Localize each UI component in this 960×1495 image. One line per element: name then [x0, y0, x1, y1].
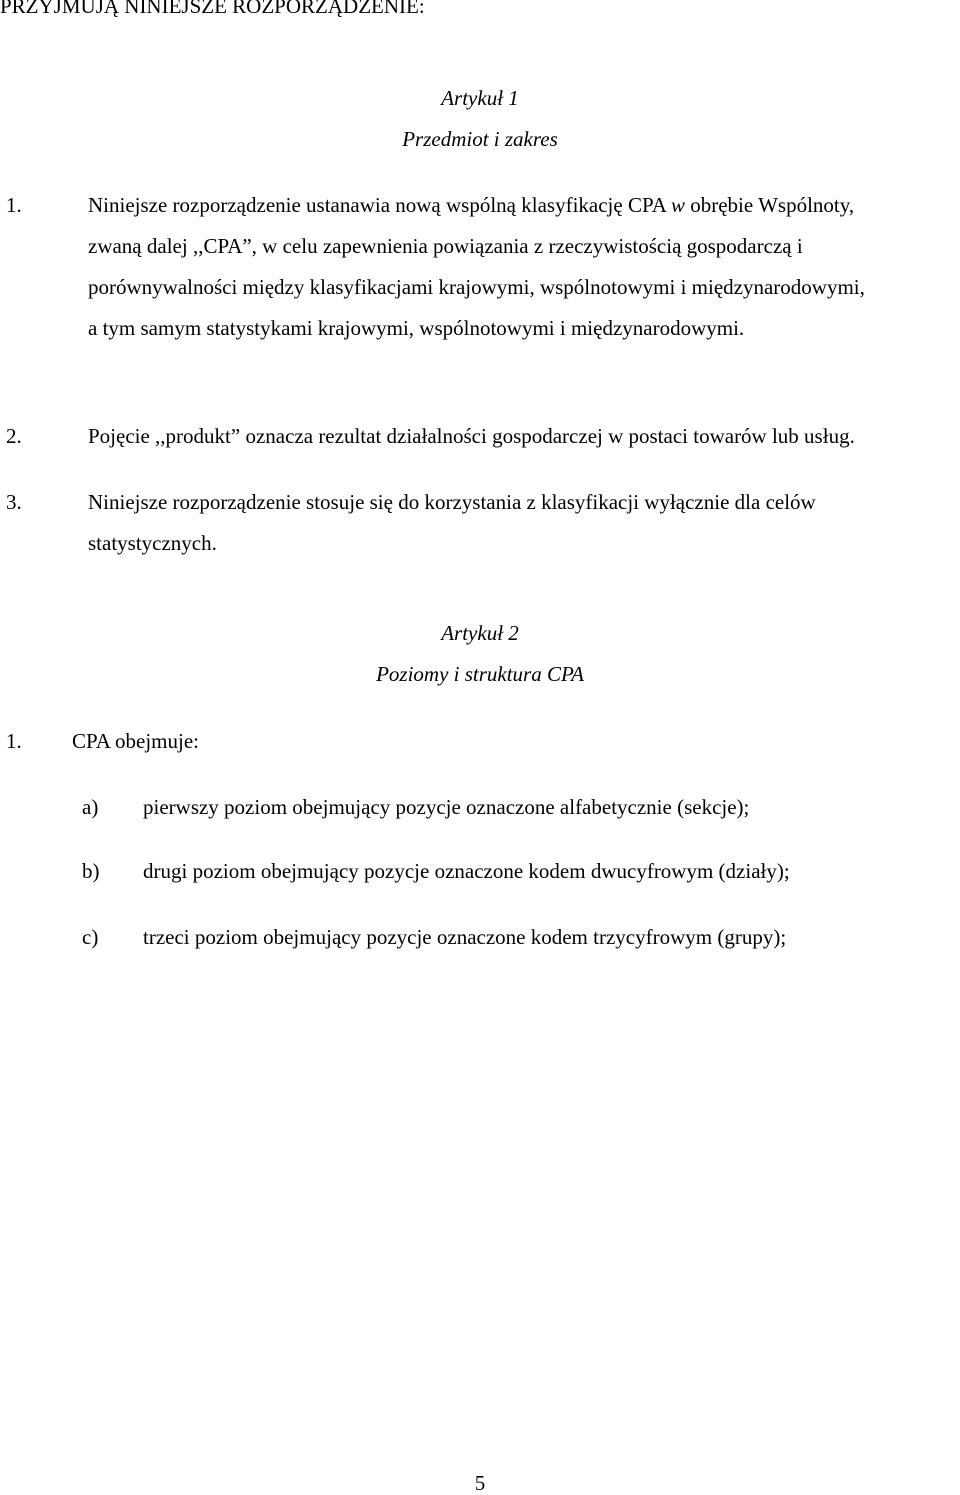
paragraph-1-number: 1.	[6, 193, 22, 217]
paragraph-3-text: Niniejsze rozporządzenie stosuje się do korzystania z klasyfikacji wyłącznie dla celów statystycznych.	[88, 490, 816, 555]
article-1-subheading: Przedmiot i zakres	[402, 127, 558, 151]
article-2-intro-number: 1.	[6, 729, 22, 753]
article-2-subheading: Poziomy i struktura CPA	[376, 662, 584, 686]
list-item-c-text: trzeci poziom obejmujący pozycje oznaczone kodem trzycyfrowym (grupy);	[143, 925, 787, 949]
page-number: 5	[474, 1471, 486, 1495]
paragraph-2-text: Pojęcie ,,produkt” oznacza rezultat działalności gospodarczej w postaci towarów lub usług.	[88, 424, 855, 448]
list-item-b-label: b)	[82, 859, 100, 883]
paragraph-1-text-after: obrębie Wspólnoty, zwaną dalej ,,CPA”, w celu zapewnienia powiązania z rzeczywistością gospodarczą i porównywalności między klasyfikacjami krajowymi, wspólnotowymi i międzynarodowymi, a tym samym statystykami krajowymi, wspólnotowymi i międzynarodowymi.	[88, 193, 865, 340]
list-item-c-label: c)	[82, 925, 99, 949]
list-item-b-text: drugi poziom obejmujący pozycje oznaczone kodem dwucyfrowym (działy);	[143, 859, 790, 883]
paragraph-1-text	[88, 185, 868, 349]
paragraph-1-text-italic: w	[670, 193, 685, 217]
article-2-heading: Artykuł 2	[441, 621, 519, 645]
article-2-intro-text: CPA obejmuje:	[72, 729, 199, 753]
paragraph-2-number: 2.	[6, 424, 22, 448]
paragraph-3-number: 3.	[6, 490, 22, 514]
article-1-heading: Artykuł 1	[441, 86, 519, 110]
list-item-a-label: a)	[82, 795, 99, 819]
list-item-a-text: pierwszy poziom obejmujący pozycje oznaczone alfabetycznie (sekcje);	[143, 795, 750, 819]
preamble: PRZYJMUJĄ NINIEJSZE ROZPORZĄDZENIE:	[0, 0, 425, 18]
paragraph-1-text-before: Niniejsze rozporządzenie ustanawia nową wspólną klasyfikację CPA	[88, 193, 671, 217]
